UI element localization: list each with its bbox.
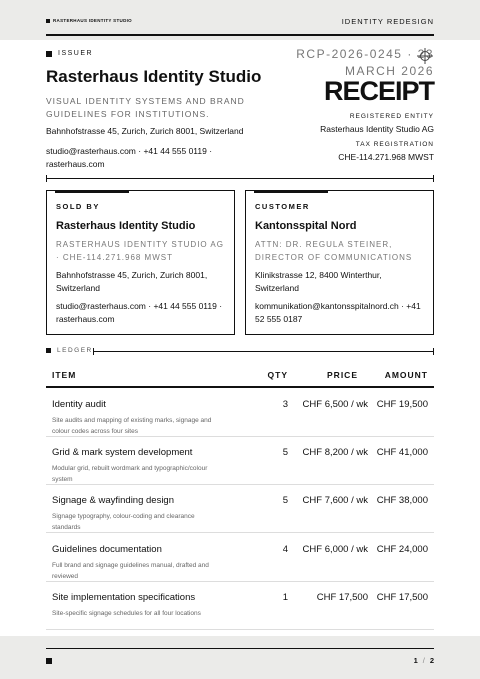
row-description: Full brand and signage guidelines manual, drafted and reviewed <box>52 562 209 580</box>
column-item: ITEM <box>52 370 77 380</box>
sold-by-label: SOLD BY <box>56 202 100 211</box>
receipt-number: RCP-2026-0245 · 23 <box>296 47 434 61</box>
row-price: CHF 7,600 / wk <box>302 495 368 506</box>
issuer-section-label <box>46 50 93 57</box>
customer-label: CUSTOMER <box>255 202 310 211</box>
row-price: CHF 17,500 <box>316 592 368 603</box>
ledger-section-label <box>46 347 93 354</box>
customer-contact: kommunikation@kantonsspitalnord.ch · +41 52 555 0187 <box>255 301 421 324</box>
page-indicator <box>414 656 434 665</box>
tax-registration-value: CHE-114.271.968 MWST <box>338 152 434 162</box>
column-qty: QTY <box>267 370 288 380</box>
header-left <box>46 18 132 23</box>
issuer-label: ISSUER <box>58 50 94 57</box>
row-price: CHF 6,000 / wk <box>302 544 368 555</box>
page-current: 1 <box>413 656 418 665</box>
issuer-tagline: VISUAL IDENTITY SYSTEMS AND BRAND GUIDELINES FOR INSTITUTIONS. <box>46 96 245 119</box>
registered-entity-value: Rasterhaus Identity Studio AG <box>320 124 434 134</box>
registered-entity-label: REGISTERED ENTITY <box>349 113 434 120</box>
ledger-divider <box>93 351 434 352</box>
row-item: Grid & mark system development <box>52 447 193 458</box>
section-divider <box>46 178 434 179</box>
customer-name: Kantonsspital Nord <box>255 220 357 232</box>
row-description: Site-specific signage schedules for all four locations <box>52 610 201 617</box>
row-qty: 3 <box>282 399 288 410</box>
crosshair-icon <box>417 48 433 64</box>
row-amount: CHF 41,000 <box>376 447 428 458</box>
receipt-title: RECEIPT <box>323 76 434 106</box>
sold-by-address: Bahnhofstrasse 45, Zurich, Zurich 8001, Switzerland <box>56 270 208 293</box>
issuer-contact: studio@rasterhaus.com · +41 44 555 0119 · rasterhaus.com <box>46 146 213 169</box>
card-accent-bar <box>254 190 328 193</box>
row-item: Site implementation specifications <box>52 592 196 603</box>
square-icon <box>46 348 51 353</box>
table-row <box>46 485 434 533</box>
customer-address: Klinikstrasse 12, 8400 Winterthur, Switzerland <box>255 270 382 293</box>
square-icon <box>46 51 52 57</box>
row-qty: 1 <box>282 592 288 603</box>
table-row <box>46 534 434 582</box>
row-qty: 5 <box>282 447 288 458</box>
header-left-label: RASTERHAUS IDENTITY STUDIO <box>53 18 132 23</box>
table-row <box>46 437 434 485</box>
ledger-table-header <box>46 363 434 387</box>
column-price: PRICE <box>327 370 358 380</box>
row-item: Identity audit <box>52 399 106 410</box>
customer-card <box>245 190 434 335</box>
row-description: Site audits and mapping of existing marks, signage and colour codes across four sites <box>52 417 212 435</box>
row-qty: 4 <box>282 544 288 555</box>
sold-by-name: Rasterhaus Identity Studio <box>56 220 196 232</box>
row-price: CHF 8,200 / wk <box>302 447 368 458</box>
page-separator: / <box>422 656 425 665</box>
card-accent-bar <box>55 190 129 193</box>
footer-divider <box>46 648 434 649</box>
page-total: 2 <box>429 656 434 665</box>
table-row <box>46 582 434 630</box>
square-icon <box>46 658 52 664</box>
footer <box>0 636 480 679</box>
receipt-date: MARCH 2026 <box>344 64 434 78</box>
table-header-rule <box>46 386 434 388</box>
ledger-label: LEDGER <box>57 347 93 354</box>
header-right-label: IDENTITY REDESIGN <box>341 17 434 26</box>
table-row <box>46 389 434 437</box>
sold-by-entity: RASTERHAUS IDENTITY STUDIO AG · CHE-114.271.968 MWST <box>56 240 224 262</box>
row-description: Modular grid, rebuilt wordmark and typographic/colour system <box>52 465 208 483</box>
row-item: Signage & wayfinding design <box>52 495 175 506</box>
issuer-address: Bahnhofstrasse 45, Zurich, Zurich 8001, Switzerland <box>46 126 244 136</box>
receipt-page <box>0 40 480 636</box>
top-strip <box>0 0 480 40</box>
row-qty: 5 <box>282 495 288 506</box>
customer-attention: ATTN: DR. REGULA STEINER, DIRECTOR OF COMMUNICATIONS <box>255 240 413 262</box>
row-item: Guidelines documentation <box>52 544 162 555</box>
column-amount: AMOUNT <box>384 370 428 380</box>
row-price: CHF 6,500 / wk <box>302 399 368 410</box>
issuer-name: Rasterhaus Identity Studio <box>46 67 262 86</box>
sold-by-contact: studio@rasterhaus.com · +41 44 555 0119 · rasterhaus.com <box>56 301 223 324</box>
row-description: Signage typography, colour-coding and clearance standards <box>52 513 195 531</box>
row-amount: CHF 19,500 <box>376 399 428 410</box>
row-amount: CHF 17,500 <box>376 592 428 603</box>
square-icon <box>46 19 50 23</box>
row-amount: CHF 38,000 <box>376 495 428 506</box>
row-amount: CHF 24,000 <box>376 544 428 555</box>
tax-registration-label: TAX REGISTRATION <box>355 141 434 148</box>
sold-by-card <box>46 190 235 335</box>
header-divider <box>46 34 434 36</box>
